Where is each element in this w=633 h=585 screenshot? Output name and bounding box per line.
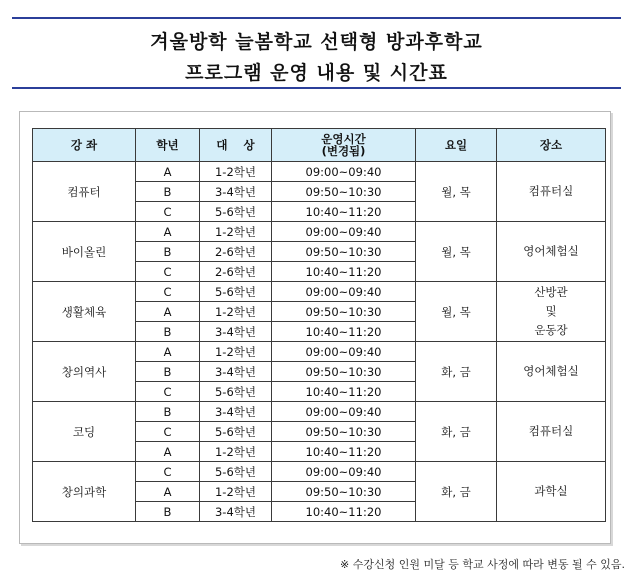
cell-target: 2-6학년 [200,242,272,262]
cell-target: 1-2학년 [200,162,272,182]
place-line: 과학실 [534,484,568,498]
header-time-line1: 운영시간 [321,132,366,146]
course-day: 월, 목 [416,282,497,342]
course-place [497,402,606,462]
cell-target: 3-4학년 [200,402,272,422]
course-day: 화, 금 [416,342,497,402]
cell-grade: B [136,322,200,342]
cell-time: 10:40~11:20 [272,382,416,402]
cell-time: 09:00~09:40 [272,462,416,482]
course-day: 화, 금 [416,462,497,522]
footnote: ※ 수강신청 인원 미달 등 학교 사정에 따라 변동 될 수 있음. [340,558,625,571]
course-place [497,342,606,402]
cell-grade: B [136,402,200,422]
cell-time: 09:50~10:30 [272,302,416,322]
course-name: 창의과학 [33,462,136,522]
course-name: 생활체육 [33,282,136,342]
cell-target: 1-2학년 [200,342,272,362]
cell-target: 1-2학년 [200,482,272,502]
cell-time: 09:50~10:30 [272,242,416,262]
page-subtitle: 프로그램 운영 내용 및 시간표 [185,62,448,84]
course-place [497,222,606,282]
header-day: 요일 [416,129,497,162]
top-rule [12,17,621,19]
cell-time: 09:50~10:30 [272,422,416,442]
cell-grade: B [136,182,200,202]
course-place [497,462,606,522]
header-time [272,129,416,162]
cell-target: 5-6학년 [200,282,272,302]
place-line: 컴퓨터실 [528,184,574,198]
cell-target: 5-6학년 [200,202,272,222]
schedule-body [33,162,606,522]
cell-target: 5-6학년 [200,422,272,442]
table-row [33,402,606,422]
cell-time: 09:00~09:40 [272,222,416,242]
table-row [33,282,606,302]
header-time-line2: (변경됨) [321,144,366,158]
course-name: 컴퓨터 [33,162,136,222]
cell-time: 10:40~11:20 [272,502,416,522]
course-name: 창의역사 [33,342,136,402]
cell-grade: B [136,362,200,382]
cell-grade: A [136,302,200,322]
course-place [497,282,606,342]
cell-time: 09:50~10:30 [272,482,416,502]
cell-grade: A [136,442,200,462]
bottom-rule [12,87,621,89]
cell-grade: C [136,382,200,402]
page-title: 겨울방학 늘봄학교 선택형 방과후학교 [150,31,483,53]
cell-grade: A [136,482,200,502]
cell-grade: C [136,462,200,482]
cell-grade: B [136,502,200,522]
cell-time: 09:00~09:40 [272,282,416,302]
schedule-table [32,128,606,522]
cell-target: 3-4학년 [200,502,272,522]
cell-target: 1-2학년 [200,222,272,242]
course-name: 코딩 [33,402,136,462]
header-course: 강 좌 [33,129,136,162]
cell-grade: C [136,422,200,442]
cell-time: 10:40~11:20 [272,322,416,342]
cell-grade: A [136,162,200,182]
cell-time: 09:50~10:30 [272,362,416,382]
cell-time: 09:50~10:30 [272,182,416,202]
table-row [33,342,606,362]
cell-grade: C [136,262,200,282]
place-line: 컴퓨터실 [528,424,574,438]
cell-target: 1-2학년 [200,302,272,322]
place-line: 영어체험실 [523,244,579,258]
course-day: 화, 금 [416,402,497,462]
place-line: 영어체험실 [523,364,579,378]
table-row [33,222,606,242]
cell-target: 3-4학년 [200,362,272,382]
place-line: 산방관 [534,285,568,299]
cell-target: 3-4학년 [200,322,272,342]
table-row [33,162,606,182]
cell-target: 2-6학년 [200,262,272,282]
cell-grade: A [136,222,200,242]
schedule-frame [19,111,611,544]
table-header-row [33,129,606,162]
cell-time: 09:00~09:40 [272,162,416,182]
cell-time: 09:00~09:40 [272,402,416,422]
place-line: 및 [545,304,557,318]
course-name: 바이올린 [33,222,136,282]
cell-target: 5-6학년 [200,382,272,402]
course-day: 월, 목 [416,162,497,222]
cell-time: 10:40~11:20 [272,442,416,462]
course-day: 월, 목 [416,222,497,282]
cell-target: 5-6학년 [200,462,272,482]
cell-grade: A [136,342,200,362]
course-place [497,162,606,222]
cell-time: 09:00~09:40 [272,342,416,362]
place-line: 운동장 [534,323,568,337]
cell-grade: B [136,242,200,262]
cell-grade: C [136,202,200,222]
table-row [33,462,606,482]
cell-grade: C [136,282,200,302]
cell-target: 1-2학년 [200,442,272,462]
cell-time: 10:40~11:20 [272,262,416,282]
header-target: 대 상 [200,129,272,162]
cell-time: 10:40~11:20 [272,202,416,222]
header-grade: 학년 [136,129,200,162]
cell-target: 3-4학년 [200,182,272,202]
header-place: 장소 [497,129,606,162]
